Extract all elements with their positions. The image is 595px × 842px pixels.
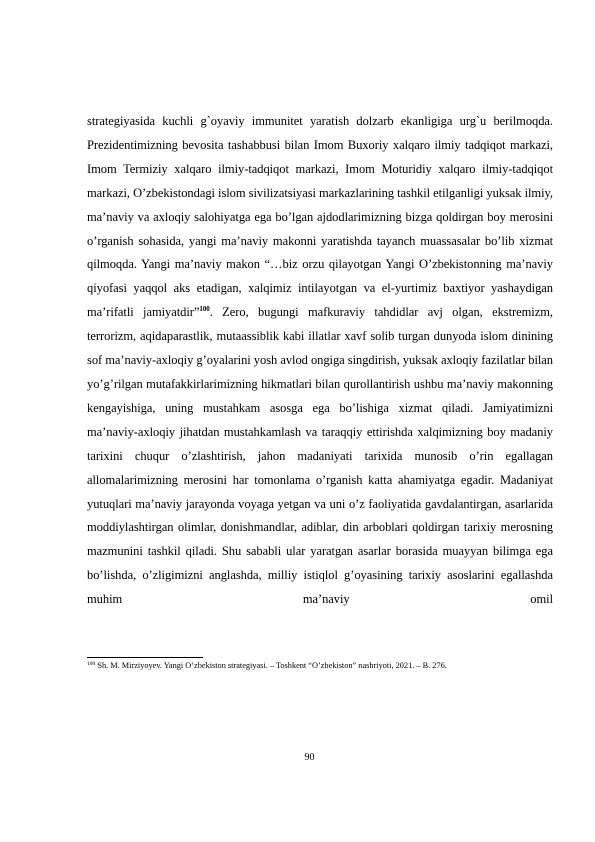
footnote-text: Sh. M. Mirziyoyev. Yangi O’zbekiston strategiyasi. – Toshkent “O’zbekiston” nashriyoti, 2021. – B. 276. bbox=[95, 661, 447, 670]
page-number: 90 bbox=[304, 752, 315, 763]
body-paragraph bbox=[87, 110, 553, 612]
footnote-reference[interactable]: 100 bbox=[199, 305, 210, 314]
body-text-part-1: strategiyasida kuchli g`oyaviy immunitet yaratish dolzarb ekanligiga urg`u berilmoqda. Prezidentimizning bevosita tashabbusi bilan Imom Buxoriy xalqaro ilmiy tadqiqot markazi, Imom Termiziy xalqaro ilmiy-tadqiqot markazi, Imom Moturidiy xalqaro ilmiy-tadqiqot markazi, O’zbekistondagi islom sivilizatsiyasi markazlarining tashkil etilganligi yuksak ilmiy, ma’naviy va axloqiy salohiyatga ega bo’lgan ajdodlarimizning bizga qoldirgan boy merosini o’rganish sohasida, yangi ma’naviy makonni yaratishda tayanch muassasalar bo’lib xizmat qilmoqda. Yangi ma’naviy makon “…biz orzu qilayotgan Yangi O’zbekistonning ma’naviy qiyofasi yaqqol aks etadigan, xalqimiz intilayotgan va el-yurtimiz baxtiyor yashaydigan ma’rifatli jamiyatdir” bbox=[87, 114, 553, 320]
footnote-separator bbox=[87, 657, 203, 658]
body-text-part-2: . Zero, bugungi mafkuraviy tahdidlar avj olgan, ekstremizm, terrorizm, aqidaparastlik, mutaassiblik kabi illatlar xavf solib turgan dunyoda islom dinining sof ma’naviy-axloqiy g’oyalarini yosh avlod ongiga singdirish, yuksak axloqiy fazilatlar bilan yo’g’rilgan mutafakkirlarimizning hikmatlari bilan qurollantirish ushbu ma’naviy makonning kengayishiga, uning mustahkam asosga ega bo’lishiga xizmat qiladi. Jamiyatimizni ma’naviy-axloqiy jihatdan mustahkamlash va taraqqiy ettirishda xalqimizning boy madaniy tarixini chuqur o’zlashtirish, jahon madaniyati tarixida munosib o’rin egallagan allomalarimizning merosini har tomonlama o’rganish katta ahamiyatga egadir. Madaniyat yutuqlari ma’naviy jarayonda voyaga yetgan va uni o’z faoliyatida gavdalantirgan, asarlarida moddiylashtirgan olimlar, donishmandlar, adiblar, din arboblari qoldirgan tarixiy merosning mazmunini tashkil qiladi. Shu sababli ular yaratgan asarlar borasida muayyan bilimga ega bo’lishda, o’zligimizni anglashda, milliy istiqlol g’oyasining tarixiy asoslarini egallashda muhim ma’naviy omil bbox=[87, 305, 553, 607]
footnote-number: 100 bbox=[87, 661, 96, 667]
footnote bbox=[87, 660, 557, 671]
